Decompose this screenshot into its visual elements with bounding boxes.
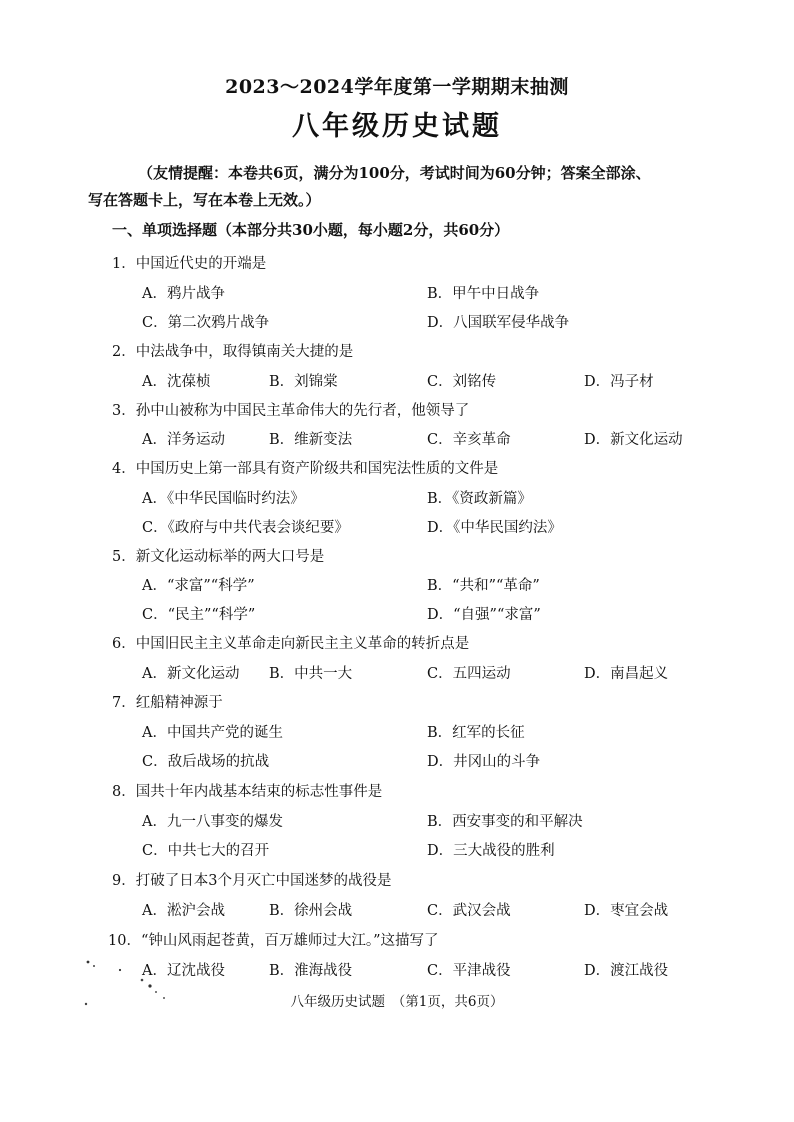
question-option: D．《中华民国约法》 bbox=[427, 520, 562, 536]
question-option: B．徐州会战 bbox=[269, 903, 353, 919]
notice-line-2: 写在答题卡上，写在本卷上无效。） bbox=[88, 191, 321, 209]
question-option: A．九一八事变的爆发 bbox=[142, 814, 283, 830]
question-option: D．八国联军侵华战争 bbox=[427, 315, 570, 331]
question-option: C．五四运动 bbox=[427, 666, 511, 682]
question-option: D．渡江战役 bbox=[584, 963, 669, 979]
notice-line-1: （友情提醒：本卷共6页，满分为100分，考试时间为60分钟；答案全部涂、 bbox=[138, 164, 651, 182]
question-option: C．武汉会战 bbox=[427, 903, 511, 919]
question-option: B．“共和”“革命” bbox=[427, 578, 540, 594]
question-option: D．冯子材 bbox=[584, 374, 654, 390]
section-heading: 一、单项选择题（本部分共30小题，每小题2分，共60分） bbox=[112, 221, 510, 239]
question-option: D．井冈山的斗争 bbox=[427, 754, 541, 770]
page-footer: 八年级历史试题 （第1页，共6页） bbox=[290, 994, 504, 1010]
question-option: A．淞沪会战 bbox=[142, 903, 225, 919]
question-option: B．淮海战役 bbox=[269, 963, 353, 979]
question-option: C．敌后战场的抗战 bbox=[142, 754, 270, 770]
question-option: A．新文化运动 bbox=[142, 666, 240, 682]
exam-title: 2023～2024学年度第一学期期末抽测 bbox=[225, 76, 569, 98]
question-option: B．刘锦棠 bbox=[269, 374, 338, 390]
question-option: A．《中华民国临时约法》 bbox=[142, 491, 305, 507]
question-option: B．中共一大 bbox=[269, 666, 353, 682]
question-stem: 3．孙中山被称为中国民主革命伟大的先行者，他领导了 bbox=[112, 403, 470, 419]
question-stem: 5．新文化运动标举的两大口号是 bbox=[112, 549, 325, 565]
question-option: C．“民主”“科学” bbox=[142, 607, 256, 623]
question-stem: 10．“钟山风雨起苍黄，百万雄师过大江。”这描写了 bbox=[108, 933, 439, 949]
question-option: C．第二次鸦片战争 bbox=[142, 315, 270, 331]
question-option: C．平津战役 bbox=[427, 963, 511, 979]
question-option: A．辽沈战役 bbox=[142, 963, 225, 979]
question-option: A．沈葆桢 bbox=[142, 374, 211, 390]
question-option: D．新文化运动 bbox=[584, 432, 683, 448]
question-option: A．鸦片战争 bbox=[142, 286, 225, 302]
question-option: D．南昌起义 bbox=[584, 666, 669, 682]
question-stem: 6．中国旧民主主义革命走向新民主主义革命的转折点是 bbox=[112, 636, 470, 652]
question-stem: 4．中国历史上第一部具有资产阶级共和国宪法性质的文件是 bbox=[112, 461, 499, 477]
question-option: D．枣宜会战 bbox=[584, 903, 669, 919]
question-option: C．《政府与中共代表会谈纪要》 bbox=[142, 520, 349, 536]
question-option: B．维新变法 bbox=[269, 432, 353, 448]
question-option: B．红军的长征 bbox=[427, 725, 525, 741]
exam-subtitle: 八年级历史试题 bbox=[292, 111, 502, 142]
question-option: D．三大战役的胜利 bbox=[427, 843, 555, 859]
question-option: C．辛亥革命 bbox=[427, 432, 511, 448]
question-stem: 2．中法战争中，取得镇南关大捷的是 bbox=[112, 344, 354, 360]
question-option: A．中国共产党的诞生 bbox=[142, 725, 283, 741]
question-option: C．刘铭传 bbox=[427, 374, 497, 390]
question-option: B．西安事变的和平解决 bbox=[427, 814, 583, 830]
question-stem: 9．打破了日本3个月灭亡中国迷梦的战役是 bbox=[112, 873, 392, 889]
question-stem: 7．红船精神源于 bbox=[112, 695, 223, 711]
question-option: D．“自强”“求富” bbox=[427, 607, 541, 623]
question-option: A．“求富”“科学” bbox=[142, 578, 255, 594]
question-stem: 1．中国近代史的开端是 bbox=[112, 256, 267, 272]
question-option: C．中共七大的召开 bbox=[142, 843, 270, 859]
notice-block bbox=[88, 160, 692, 214]
question-option: B．《资政新篇》 bbox=[427, 491, 532, 507]
question-stem: 8．国共十年内战基本结束的标志性事件是 bbox=[112, 784, 383, 800]
question-option: A．洋务运动 bbox=[142, 432, 225, 448]
question-option: B．甲午中日战争 bbox=[427, 286, 540, 302]
